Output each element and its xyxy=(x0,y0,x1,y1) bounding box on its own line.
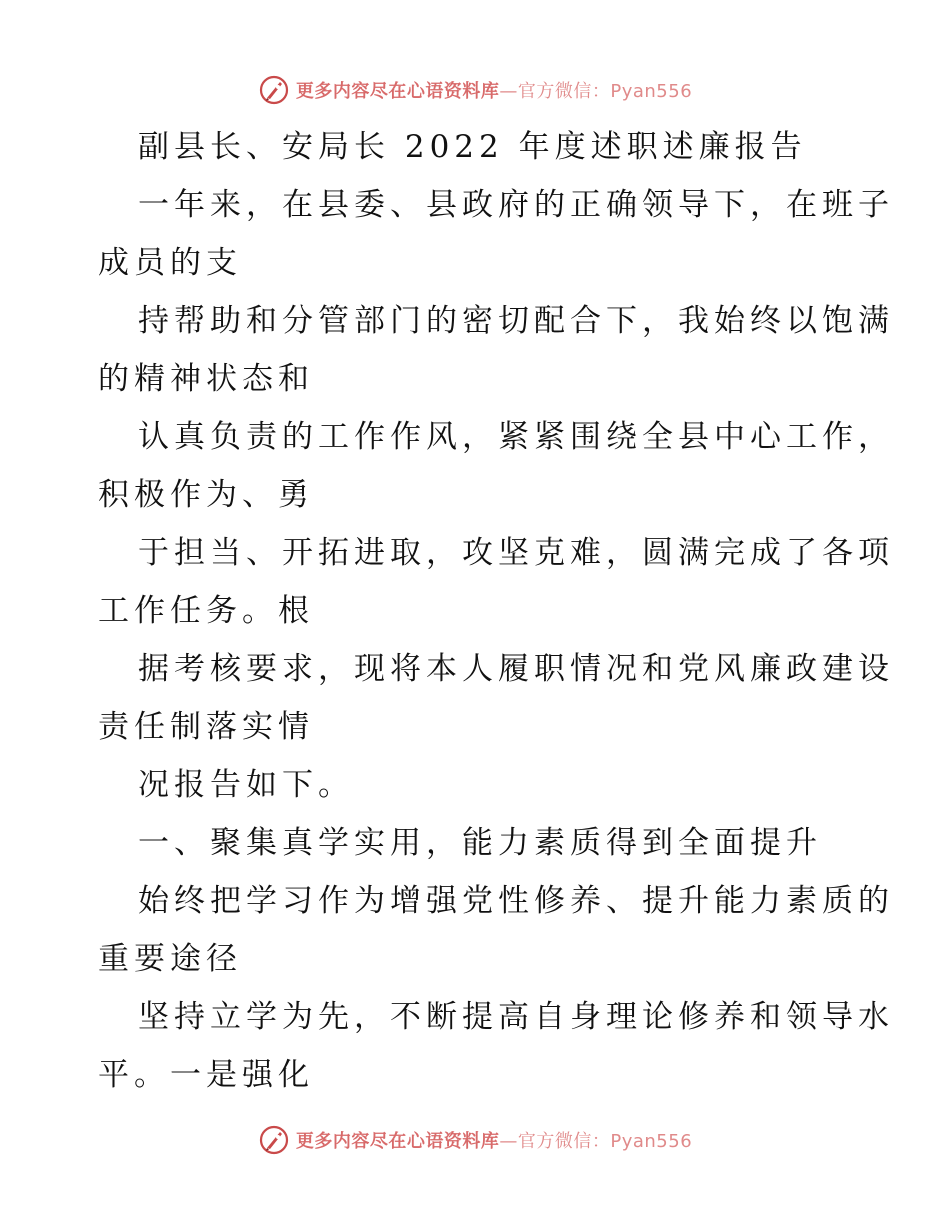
document-title: 副县长、安局长 2022 年度述职述廉报告 xyxy=(138,129,807,165)
watermark-lead-text: 更多内容尽在心语资料库 xyxy=(295,81,500,102)
document-body xyxy=(98,118,894,1104)
paragraph-line: 工作任务。根 xyxy=(98,593,314,629)
paragraph-line: 认真负责的工作作风，紧紧围绕全县中心工作， xyxy=(138,419,894,455)
quill-pen-logo-icon xyxy=(258,1124,290,1156)
paragraph-line: 积极作为、勇 xyxy=(98,477,314,513)
paragraph-line: 于担当、开拓进取，攻坚克难，圆满完成了各项 xyxy=(138,535,894,571)
paragraph-line: 况报告如下。 xyxy=(138,767,354,803)
paragraph-line: 平。一是强化 xyxy=(98,1057,314,1093)
quill-pen-logo-icon xyxy=(258,74,290,106)
paragraph-line: 成员的支 xyxy=(98,245,242,281)
paragraph-line: 据考核要求，现将本人履职情况和党风廉政建设 xyxy=(138,651,894,687)
footer-watermark-text xyxy=(296,1127,692,1153)
section-heading: 一、聚集真学实用，能力素质得到全面提升 xyxy=(138,825,822,861)
paragraph-line: 一年来，在县委、县政府的正确领导下，在班子 xyxy=(138,187,894,223)
paragraph-line: 的精神状态和 xyxy=(98,361,314,397)
header-watermark-text xyxy=(296,77,692,103)
watermark-lead-text: 更多内容尽在心语资料库 xyxy=(295,1131,500,1152)
watermark-wechat-text: —官方微信：Pyan556 xyxy=(499,1131,693,1152)
header-watermark-banner xyxy=(0,70,950,110)
footer-watermark-banner xyxy=(0,1120,950,1160)
paragraph-line: 重要途径 xyxy=(98,941,242,977)
paragraph-line: 持帮助和分管部门的密切配合下，我始终以饱满 xyxy=(138,303,894,339)
paragraph-line: 始终把学习作为增强党性修养、提升能力素质的 xyxy=(138,883,894,919)
paragraph-line: 责任制落实情 xyxy=(98,709,314,745)
paragraph-line: 坚持立学为先，不断提高自身理论修养和领导水 xyxy=(138,999,894,1035)
watermark-wechat-text: —官方微信：Pyan556 xyxy=(499,81,693,102)
